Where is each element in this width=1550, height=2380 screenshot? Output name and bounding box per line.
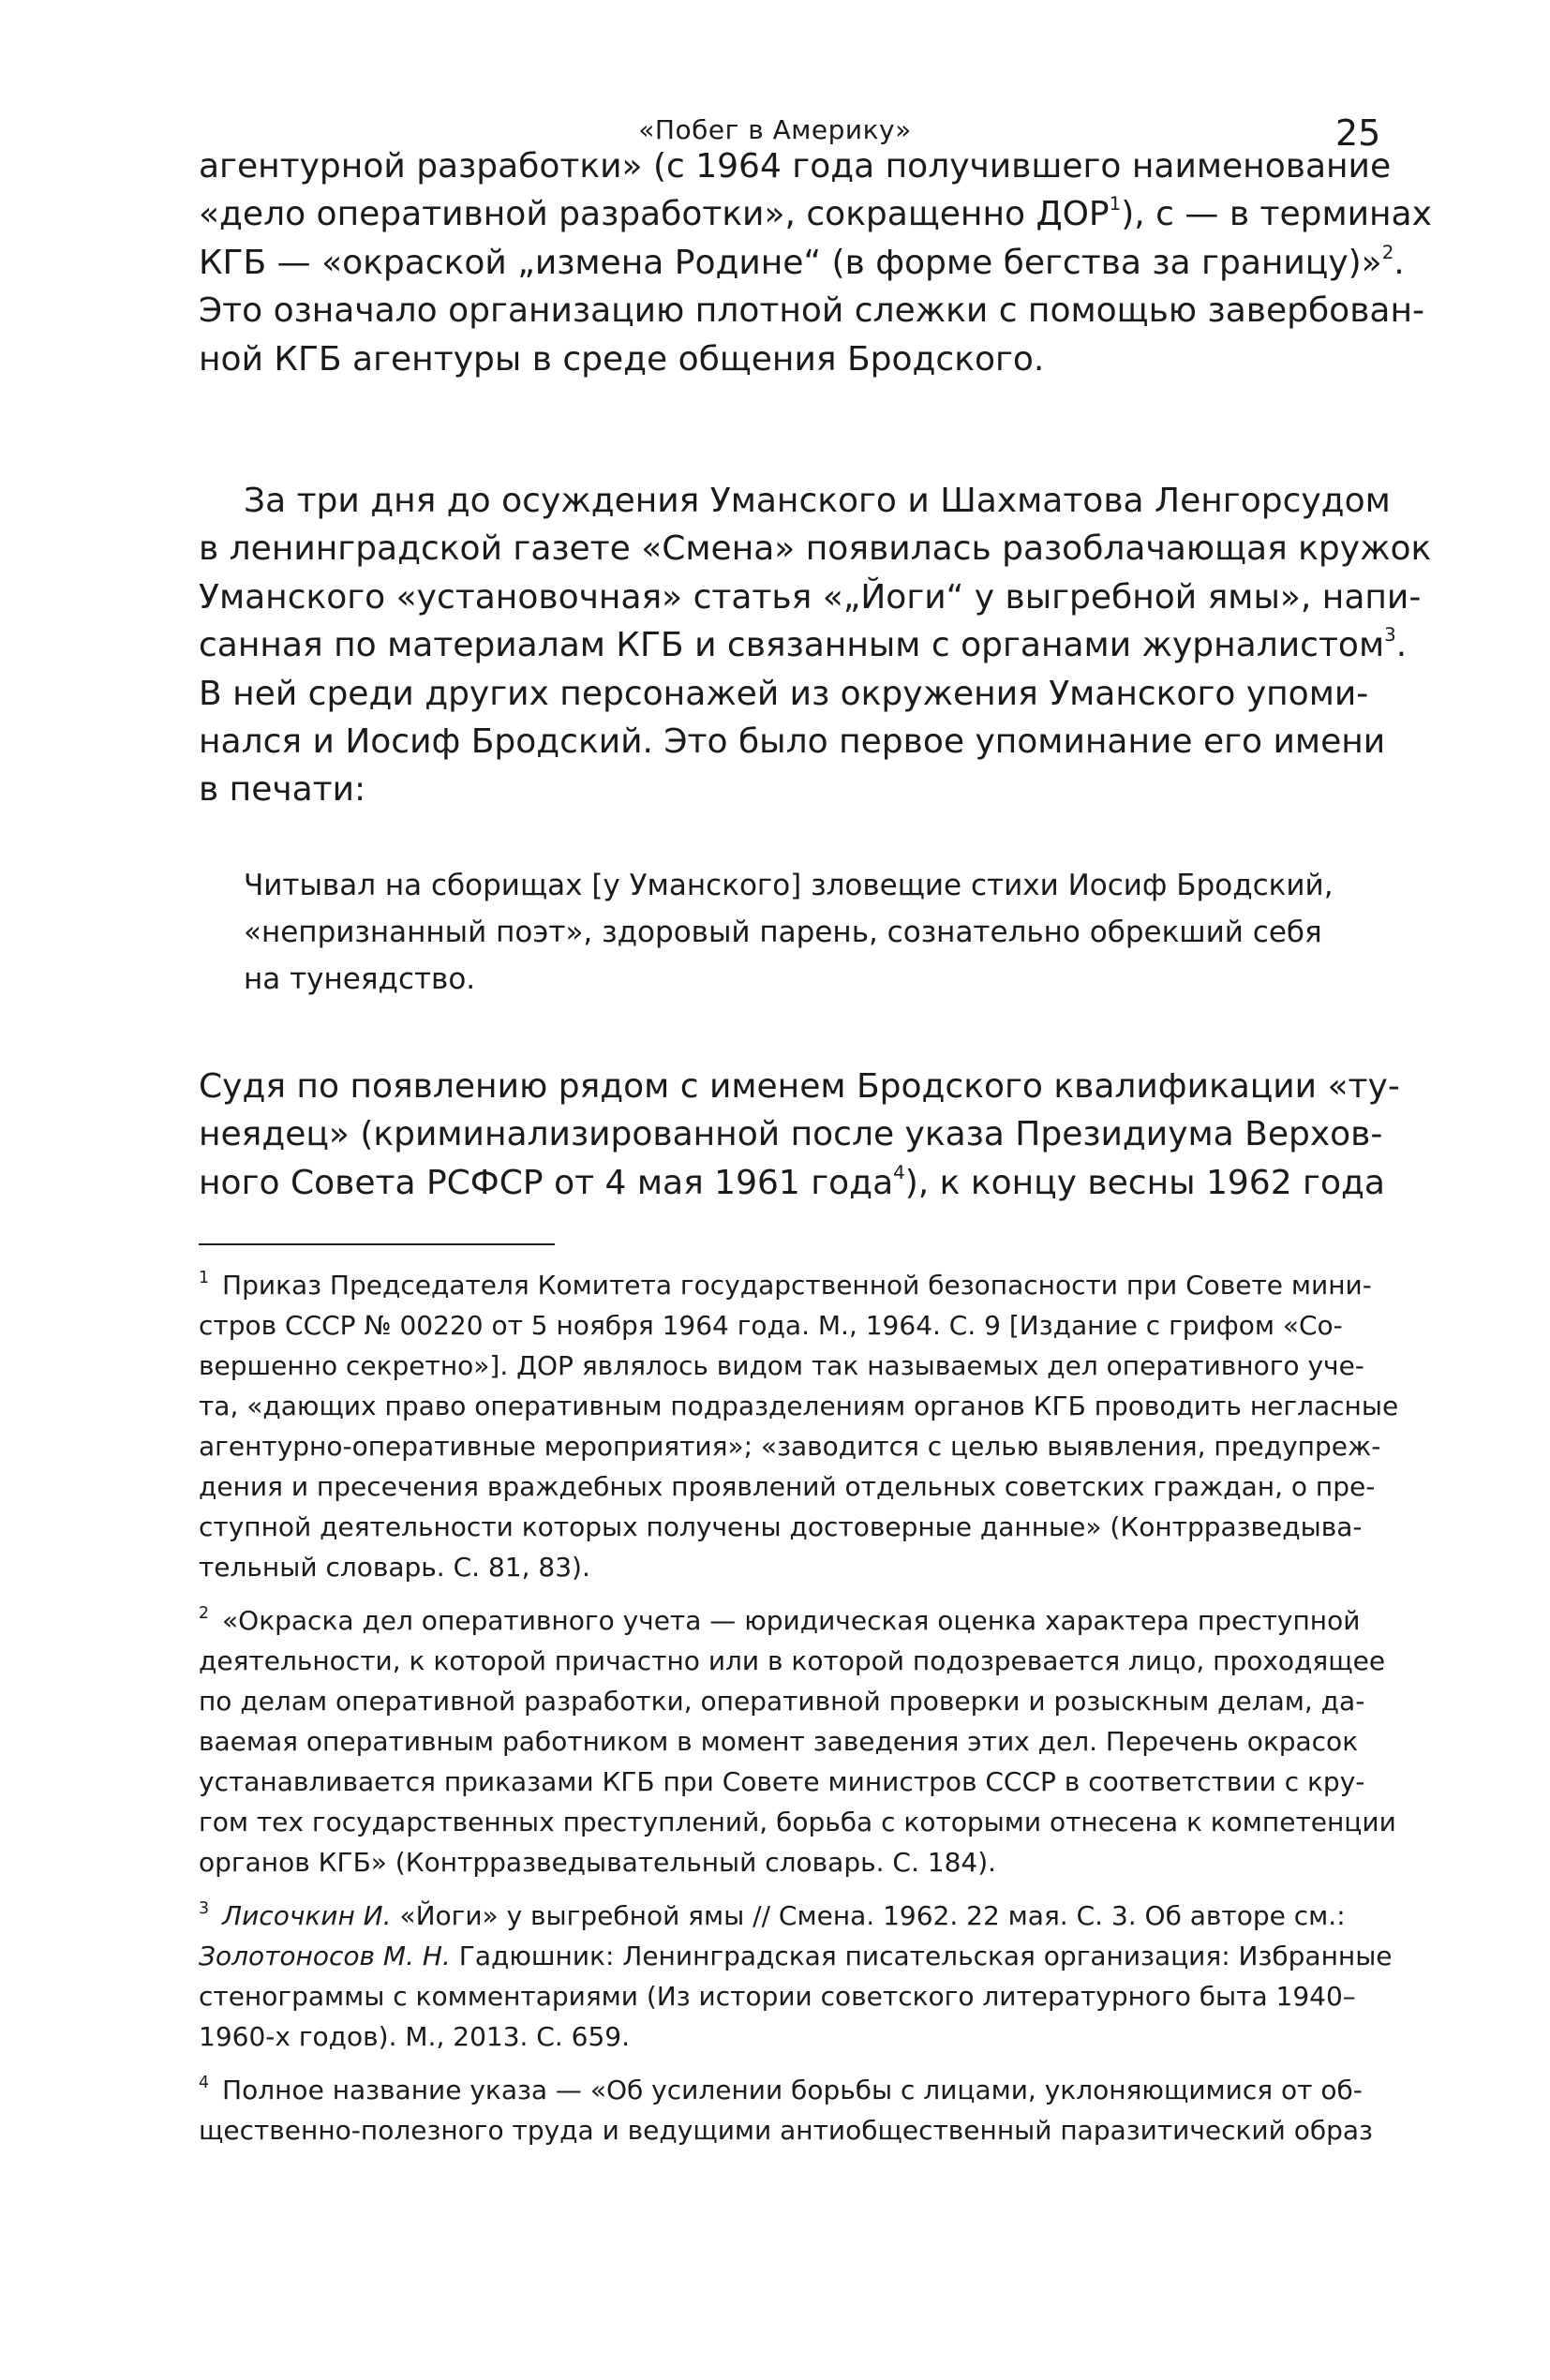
text-line: Это означало организацию плотной слежки с помощью завербован- (199, 291, 1425, 331)
text-line: За три дня до осуждения Уманского и Шахматова Ленгорсудом (244, 482, 1391, 520)
text-line: Судя по появлению рядом с именем Бродского квалификации «ту- (199, 1067, 1400, 1106)
block-quote (244, 862, 1334, 1003)
text-line: В ней среди других персонажей из окружения Уманского упоми- (199, 674, 1369, 713)
footnote-3: $^3$ Лисочкин И. «Йоги» у выгребной ямы // Смена. 1962. 22 мая. С. 3. Об авторе см.: Золотоносов М. Н. Гадюшник: Ленинградская писательская организация: Избранные стенограммы с комментариями (Из истории советского литературного быта 1940– 1960-х годов). М., 2013. С. 659. (199, 1898, 1393, 2052)
footnote-number: 3 (199, 1898, 210, 1918)
quote-line: Читывал на сборищах [у Уманского] зловещие стихи Иосиф Бродский, (244, 869, 1334, 902)
footnote-2: $^2$ «Окраска дел оперативного учета — юридическая оценка характера преступной деятельности, к которой причастно или в которой подозревается лицо, проходящее по делам оперативной разработки, оперативной проверки и розыскным делам, да- ваемая оперативным работником в момент заведения этих дел. Перечень окрасок устанавливается приказами КГБ при Совете министров СССР в соответствии с кру- гом тех государственных преступлений, борьба с которыми отнесена к компетенции органов КГБ» (Контрразведывательный словарь. С. 184). (199, 1603, 1396, 1878)
text-line: нался и Иосиф Бродский. Это было первое упоминание его имени (199, 722, 1386, 762)
body-paragraph-2 (199, 477, 1432, 814)
text-line: ной КГБ агентуры в среде общения Бродского. (199, 339, 1045, 379)
text-line: в печати: (199, 770, 366, 810)
text-line: санная по материалам КГБ и связанным с органами журналистом$^3$. (199, 624, 1408, 665)
page-number: 25 (1335, 112, 1381, 154)
footnote-number: 2 (199, 1603, 210, 1623)
body-paragraph-3 (199, 1063, 1400, 1207)
text-line: «дело оперативной разработки», сокращенно ДОР$^1$), с — в терминах (199, 193, 1432, 234)
footnote-number: 1 (199, 1268, 210, 1287)
footnote-ref-2[interactable]: 2 (1381, 241, 1394, 263)
footnote-1: $^1$ Приказ Председателя Комитета государственной безопасности при Совете мини- стров СССР № 00220 от 5 ноября 1964 года. М., 1964. С. 9 [Издание с грифом «Со- вершенно секретно»]. ДОР являлось видом так называемых дел оперативного уче- та, «дающих право оперативным подразделениям органов КГБ проводить негласные агентурно-оперативные мероприятия»; «заводится с целью выявления, предупреж- дения и пресечения враждебных проявлений отдельных советских граждан, о пре- ступной деятельности которых получены достоверные данные» (Контрразведыва- тельный словарь. С. 81, 83). (199, 1268, 1399, 1583)
footnote-number: 4 (199, 2073, 210, 2092)
text-line: ного Совета РСФСР от 4 мая 1961 года$^4$), к концу весны 1962 года (199, 1161, 1385, 1202)
text-line: Уманского «установочная» статья «„Йоги“ у выгребной ямы», напи- (199, 577, 1422, 617)
quote-line: на тунеядство. (244, 962, 476, 996)
footnote-ref-1[interactable]: 1 (1109, 193, 1122, 216)
text-line: КГБ — «окраской „измена Родине“ (в форме бегства за границу)»$^2$. (199, 241, 1405, 282)
footnote-ref-3[interactable]: 3 (1384, 624, 1396, 647)
quote-line: «непризнанный поэт», здоровый парень, сознательно обрекший себя (244, 915, 1322, 949)
footnote-ref-4[interactable]: 4 (893, 1161, 905, 1183)
text-line: неядец» (криминализированной после указа Президиума Верхов- (199, 1115, 1383, 1154)
author-name: Золотоносов М. Н. (199, 1941, 451, 1971)
text-line: в ленинградской газете «Смена» появилась разоблачающая кружок (199, 529, 1432, 569)
body-paragraph-1 (199, 142, 1432, 383)
footnote-4: $^4$ Полное название указа — «Об усилении борьбы с лицами, уклоняющимися от об- щественно-полезного труда и ведущими антиобщественный паразитический образ (199, 2073, 1373, 2146)
text-line: агентурной разработки» (с 1964 года получившего наименование (199, 147, 1392, 186)
author-name: Лисочкин И. (222, 1900, 392, 1931)
footnote-separator (199, 1243, 555, 1245)
footnotes (199, 1265, 1399, 2164)
running-title: «Побег в Америку» (638, 114, 912, 145)
